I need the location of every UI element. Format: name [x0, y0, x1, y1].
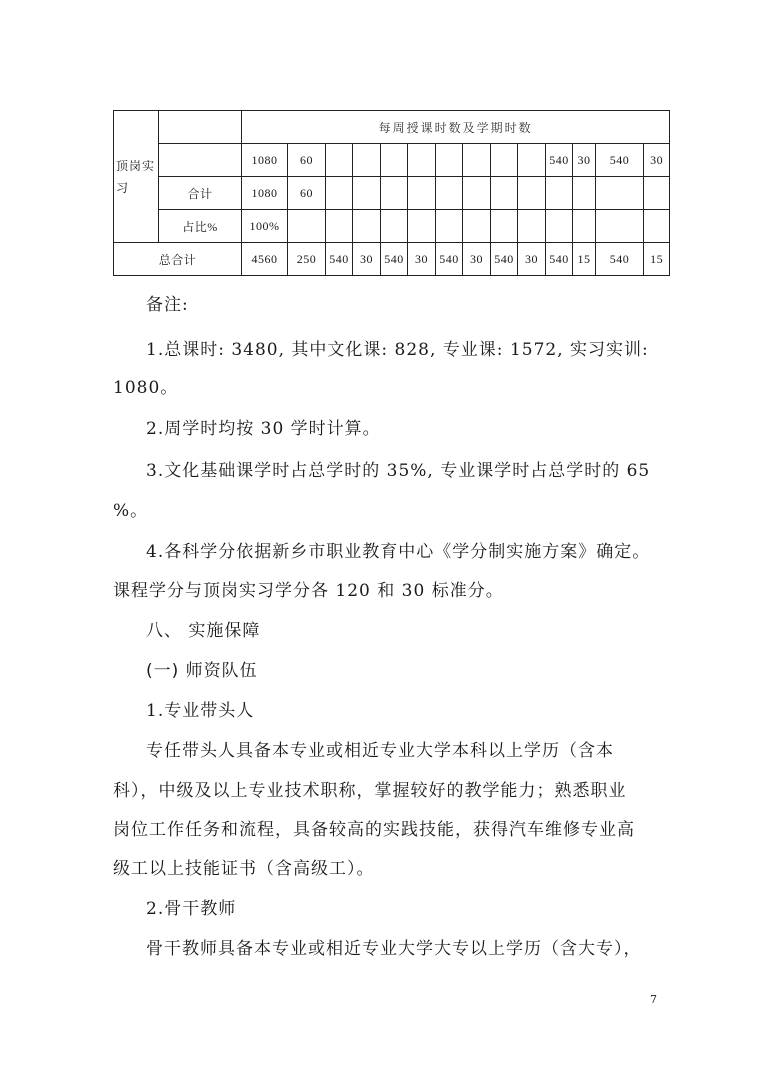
table-cell: 15 — [573, 243, 596, 276]
table-cell — [596, 210, 644, 243]
table-cell — [408, 177, 436, 210]
section-heading: 八、 实施保障 — [146, 621, 261, 641]
table-cell: 540 — [596, 144, 644, 177]
item-2-line-1: 骨干教师具备本专业或相近专业大学大专以上学历（含大专）， — [146, 939, 642, 959]
table-cell — [326, 177, 353, 210]
table-cell: 30 — [518, 243, 546, 276]
table-cell: 15 — [644, 243, 670, 276]
table-cell — [353, 177, 381, 210]
table-cell — [436, 210, 463, 243]
item-2-title: 2.骨干教师 — [146, 899, 237, 919]
note-4-line-1: 4.各科学分依据新乡市职业教育中心《学分制实施方案》确定。 — [146, 542, 651, 562]
table-cell — [491, 177, 518, 210]
table-header-row — [114, 111, 670, 144]
table-cell: 30 — [463, 243, 491, 276]
table-cell: 540 — [326, 243, 353, 276]
table-cell — [288, 210, 326, 243]
table-cell: 540 — [491, 243, 518, 276]
table-row — [114, 144, 670, 177]
empty-cell — [159, 144, 242, 177]
total-row — [114, 243, 670, 276]
notes-title: 备注: — [146, 295, 189, 315]
table-cell — [491, 144, 518, 177]
schedule-table — [113, 110, 670, 276]
table-cell — [546, 177, 573, 210]
table-cell: 60 — [288, 177, 326, 210]
note-2: 2.周学时均按 30 学时计算。 — [146, 419, 381, 439]
item-1-line-3: 岗位工作任务和流程，具备较高的实践技能，获得汽车维修专业高 — [113, 820, 635, 840]
table-cell: 4560 — [242, 243, 288, 276]
table-cell — [381, 144, 408, 177]
table-row — [114, 177, 670, 210]
table-cell: 250 — [288, 243, 326, 276]
table-cell — [573, 177, 596, 210]
table-cell: 60 — [288, 144, 326, 177]
item-1-line-4: 级工以上技能证书（含高级工）。 — [113, 859, 375, 879]
note-1-line-2: 1080。 — [113, 378, 179, 398]
empty-cell — [159, 111, 242, 144]
table-cell — [436, 144, 463, 177]
table-cell — [326, 210, 353, 243]
row-label-cell: 占比% — [159, 210, 242, 243]
table-cell — [408, 144, 436, 177]
table-header-cell: 每周授课时数及学期时数 — [242, 111, 670, 144]
page-number: 7 — [650, 993, 657, 1006]
table-cell — [546, 210, 573, 243]
subsection-heading: (一) 师资队伍 — [146, 661, 258, 681]
note-3-line-1: 3.文化基础课学时占总学时的 35%, 专业课学时占总学时的 65 — [146, 461, 651, 481]
table-cell: 540 — [546, 243, 573, 276]
item-1-line-2: 科），中级及以上专业技术职称，掌握较好的教学能力；熟悉职业 — [113, 781, 627, 801]
table-cell — [326, 144, 353, 177]
table-cell: 30 — [573, 144, 596, 177]
table-cell — [573, 210, 596, 243]
table-cell: 1080 — [242, 144, 288, 177]
table-cell — [463, 177, 491, 210]
note-4-line-2: 课程学分与顶岗实习学分各 120 和 30 标准分。 — [113, 581, 504, 601]
table-cell: 30 — [408, 243, 436, 276]
table-cell — [644, 177, 670, 210]
table-cell — [596, 177, 644, 210]
table-cell: 100% — [242, 210, 288, 243]
table-cell: 540 — [381, 243, 408, 276]
table-cell — [463, 144, 491, 177]
note-3-line-2: %。 — [113, 501, 149, 521]
table-cell — [381, 177, 408, 210]
table-cell: 30 — [644, 144, 670, 177]
row-label-cell: 合计 — [159, 177, 242, 210]
note-1-line-1: 1.总课时: 3480, 其中文化课: 828, 专业课: 1572, 实习实训: — [146, 340, 649, 360]
item-1-title: 1.专业带头人 — [146, 701, 255, 721]
table-cell — [644, 210, 670, 243]
table-cell — [408, 210, 436, 243]
table-cell — [436, 177, 463, 210]
total-label-cell: 总合计 — [114, 243, 242, 276]
table-cell: 30 — [353, 243, 381, 276]
table-cell — [518, 210, 546, 243]
table-cell — [353, 144, 381, 177]
item-1-line-1: 专任带头人具备本专业或相近专业大学本科以上学历（含本 — [146, 741, 614, 761]
table-cell — [518, 144, 546, 177]
table-cell — [353, 210, 381, 243]
table-cell: 540 — [436, 243, 463, 276]
table-row — [114, 210, 670, 243]
table-cell: 1080 — [242, 177, 288, 210]
table-cell: 540 — [546, 144, 573, 177]
table-cell — [381, 210, 408, 243]
table-cell: 540 — [596, 243, 644, 276]
group-label-cell: 顶岗实习 — [114, 111, 159, 243]
table-cell — [518, 177, 546, 210]
table-cell — [463, 210, 491, 243]
table-cell — [491, 210, 518, 243]
